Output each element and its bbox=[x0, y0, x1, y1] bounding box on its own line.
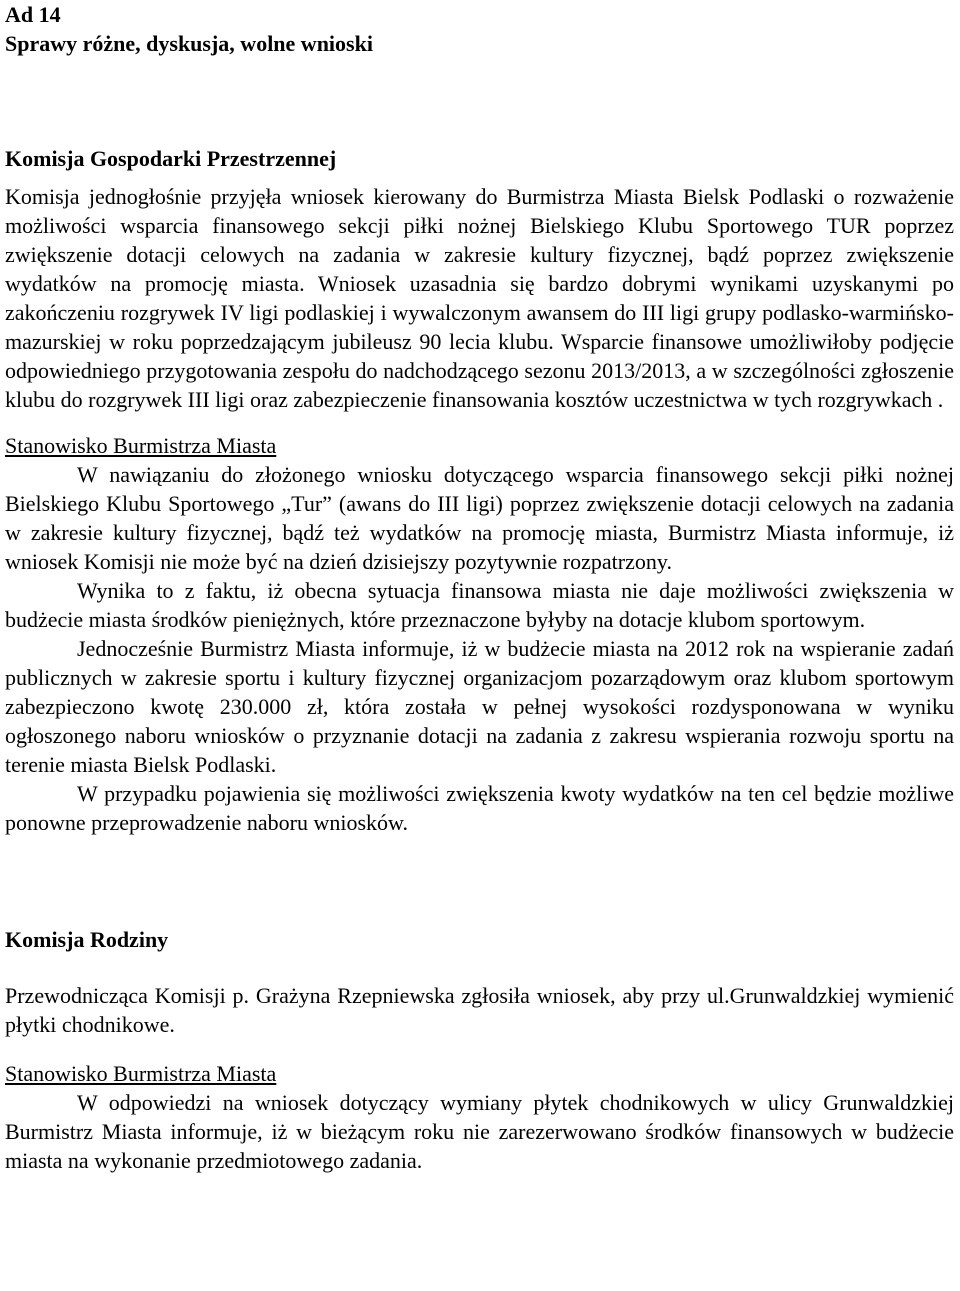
stance-paragraph: Wynika to z faktu, iż obecna sytuacja finansowa miasta nie daje możliwości zwiększenia w budżecie miasta środków pieniężnych, które przeznaczone byłyby na dotacje klubom sportowym. bbox=[5, 578, 954, 632]
commission-title-spatial: Komisja Gospodarki Przestrzennej bbox=[5, 146, 337, 171]
stance-paragraph: W nawiązaniu do złożonego wniosku dotyczącego wsparcia finansowego sekcji piłki nożnej Bielskiego Klubu Sportowego „Tur” (awans do III ligi) poprzez zwiększenie dotacji celowych na zadania w zakresie kultury fizycznej, bądź też wydatków na promocję miasta, Burmistrz Miasta informuje, iż wniosek Komisji nie może być na dzień dzisiejszy pozytywnie rozpatrzony. bbox=[5, 462, 954, 574]
agenda-item-title: Sprawy różne, dyskusja, wolne wnioski bbox=[5, 31, 373, 56]
mayor-stance-heading: Stanowisko Burmistrza Miasta bbox=[5, 433, 277, 458]
commission-motion-paragraph: Komisja jednogłośnie przyjęła wniosek kierowany do Burmistrza Miasta Bielsk Podlaski o rozważenie możliwości wsparcia finansowego sekcji piłki nożnej Bielskiego Klubu Sportowego TUR poprzez zwiększenie dotacji celowych na zadania w zakresie kultury fizycznej, bądź poprzez zwiększenie wydatków na promocję miasta. Wniosek uzasadnia się bardzo dobrymi wynikami uzyskanymi po zakończeniu rozgrywek IV ligi podlaskiej i wywalczonym awansem do III ligi grupy podlasko-warmińsko-mazurskiej w roku poprzedzającym jubileusz 90 lecia klubu. Wsparcie finansowe umożliwiłoby podjęcie odpowiedniego przygotowania zespołu do nadchodzącego sezonu 2013/2013, a w szczególności zgłoszenie klubu do rozgrywek III ligi oraz zabezpieczenie finansowania kosztów uczestnictwa w tych rozgrywkach . bbox=[5, 184, 954, 412]
commission-motion-paragraph: Przewodnicząca Komisji p. Grażyna Rzepniewska zgłosiła wniosek, aby przy ul.Grunwaldzkiej wymienić płytki chodnikowe. bbox=[5, 983, 954, 1037]
agenda-item-number: Ad 14 bbox=[5, 2, 61, 27]
stance-paragraph: W odpowiedzi na wniosek dotyczący wymiany płytek chodnikowych w ulicy Grunwaldzkiej Burmistrz Miasta informuje, iż w bieżącym roku nie zarezerwowano środków finansowych w budżecie miasta na wykonanie przedmiotowego zadania. bbox=[5, 1090, 954, 1173]
stance-paragraph: W przypadku pojawienia się możliwości zwiększenia kwoty wydatków na ten cel będzie możliwe ponowne przeprowadzenie naboru wniosków. bbox=[5, 781, 954, 835]
commission-title-family: Komisja Rodziny bbox=[5, 927, 169, 952]
mayor-stance-heading: Stanowisko Burmistrza Miasta bbox=[5, 1061, 277, 1086]
stance-paragraph: Jednocześnie Burmistrz Miasta informuje, iż w budżecie miasta na 2012 rok na wspieranie zadań publicznych w zakresie sportu i kultury fizycznej organizacjom pozarządowym oraz klubom sportowym zabezpieczono kwotę 230.000 zł, która została w pełnej wysokości rozdysponowana w wyniku ogłoszonego naboru wniosków o przyznanie dotacji na zadania z zakresu wspierania rozwoju sportu na terenie miasta Bielsk Podlaski. bbox=[5, 636, 954, 777]
